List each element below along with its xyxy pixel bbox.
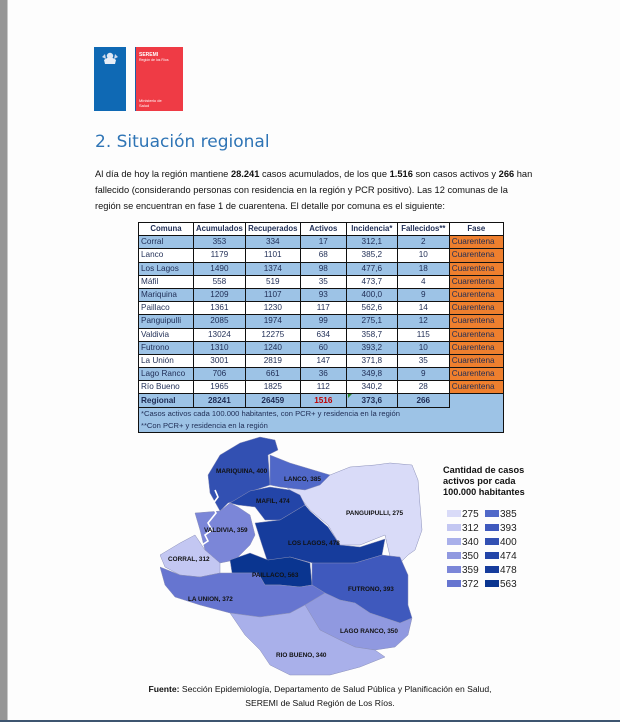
header-fallecidos: Fallecidos**: [397, 223, 449, 236]
table-row: [139, 302, 504, 315]
legend-item: [485, 523, 517, 535]
legend-value: 312: [462, 523, 479, 534]
cell-activos: 68: [300, 249, 346, 262]
legend-value: 350: [462, 551, 479, 562]
table-total-row: [139, 394, 504, 407]
cell-comuna: Panguipulli: [139, 315, 194, 328]
cell-recuperados: 1825: [245, 381, 300, 394]
cell-incidencia: 371,8: [346, 354, 397, 367]
cell-comuna: La Unión: [139, 354, 194, 367]
cell-fase: Cuarentena: [449, 381, 503, 394]
table-row: [139, 275, 504, 288]
legend-title-line3: 100.000 habitantes: [443, 487, 525, 497]
map-label-rio-bueno: RIO BUENO, 340: [276, 652, 327, 659]
legend-item: [485, 551, 517, 563]
cell-activos: 17: [300, 236, 346, 249]
cell-acumulados: 1361: [194, 302, 246, 315]
legend-item: [447, 579, 479, 591]
cell-fallecidos: 9: [397, 288, 449, 301]
logo-ministry-line1: Ministerio de: [139, 98, 162, 103]
cell-fase: Cuarentena: [449, 315, 503, 328]
cell-recuperados: 1374: [245, 262, 300, 275]
legend-title-line2: activos por cada: [443, 476, 516, 486]
cell-activos: 634: [300, 328, 346, 341]
cell-recuperados: 1107: [245, 288, 300, 301]
cell-comuna: Mariquina: [139, 288, 194, 301]
legend-item: [485, 579, 517, 591]
intro-active: 1.516: [389, 169, 413, 179]
cell-fase: Cuarentena: [449, 302, 503, 315]
cell-incidencia: 400,0: [346, 288, 397, 301]
cell-comuna: Corral: [139, 236, 194, 249]
cell-incidencia: 473,7: [346, 275, 397, 288]
cell-comuna: Futrono: [139, 341, 194, 354]
total-acumulados: 28241: [194, 394, 246, 407]
cell-fallecidos: 2: [397, 236, 449, 249]
cell-acumulados: 1179: [194, 249, 246, 262]
section-title: 2. Situación regional: [95, 132, 270, 152]
map-label-mafil: MAFIL, 474: [256, 498, 290, 505]
cell-recuperados: 1101: [245, 249, 300, 262]
legend-value: 474: [500, 551, 517, 562]
total-incidencia-cell: [346, 394, 397, 407]
cell-activos: 98: [300, 262, 346, 275]
map-label-lanco: LANCO, 385: [284, 476, 321, 483]
cell-fase: Cuarentena: [449, 328, 503, 341]
legend-value: 340: [462, 537, 479, 548]
note-incidencia: *Casos activos cada 100.000 habitantes, con PCR+ y residencia en la región: [139, 407, 504, 420]
source-note: [90, 683, 550, 710]
legend-value: 563: [500, 579, 517, 590]
cell-recuperados: 1240: [245, 341, 300, 354]
cell-fallecidos: 4: [397, 275, 449, 288]
cell-fallecidos: 28: [397, 381, 449, 394]
source-line2: SEREMI de Salud Región de Los Ríos.: [245, 697, 395, 708]
legend-swatch: [447, 538, 461, 545]
cell-fase: Cuarentena: [449, 236, 503, 249]
map-label-lago-ranco: LAGO RANCO, 350: [340, 628, 398, 635]
legend-item: [485, 509, 517, 521]
chile-crest-icon: [101, 51, 119, 65]
map-label-mariquina: MARIQUINA, 400: [216, 468, 268, 475]
cell-comuna: Lago Ranco: [139, 368, 194, 381]
cell-activos: 147: [300, 354, 346, 367]
total-comuna: Regional: [139, 394, 194, 407]
header-activos: Activos: [300, 223, 346, 236]
table-note-2: [139, 420, 504, 433]
table-row: [139, 288, 504, 301]
header-incidencia: Incidencia*: [346, 223, 397, 236]
legend-swatch: [485, 538, 499, 545]
map-label-corral: CORRAL, 312: [168, 556, 210, 563]
header-comuna: Comuna: [139, 223, 194, 236]
map-label-valdivia: VALDIVIA, 359: [204, 527, 248, 534]
cell-fase: Cuarentena: [449, 275, 503, 288]
table-row: [139, 354, 504, 367]
total-incidencia: 373,6: [361, 395, 383, 405]
legend-item: [447, 565, 479, 577]
legend-value: 359: [462, 565, 479, 576]
cell-fase: Cuarentena: [449, 354, 503, 367]
table-row: [139, 381, 504, 394]
page-gutter: [0, 0, 7, 722]
cell-fallecidos: 18: [397, 262, 449, 275]
cell-recuperados: 1230: [245, 302, 300, 315]
map-label-panguipulli: PANGUIPULLI, 275: [346, 510, 404, 517]
legend-swatch: [485, 580, 499, 587]
cell-activos: 112: [300, 381, 346, 394]
legend-value: 275: [462, 509, 479, 520]
legend-value: 478: [500, 565, 517, 576]
map-legend-title: [443, 465, 553, 498]
cell-activos: 93: [300, 288, 346, 301]
legend-swatch: [485, 552, 499, 559]
legend-title-line1: Cantidad de casos: [443, 465, 525, 475]
table-row: [139, 236, 504, 249]
source-line1: [90, 683, 550, 697]
cell-incidencia: 393,2: [346, 341, 397, 354]
cell-acumulados: 2085: [194, 315, 246, 328]
cell-fase: Cuarentena: [449, 262, 503, 275]
table-row: [139, 262, 504, 275]
legend-value: 372: [462, 579, 479, 590]
cell-acumulados: 1965: [194, 381, 246, 394]
header-recuperados: Recuperados: [245, 223, 300, 236]
cell-incidencia: 349,8: [346, 368, 397, 381]
seremi-logo: [94, 47, 182, 111]
cell-comuna: Valdivia: [139, 328, 194, 341]
intro-paragraph: [95, 166, 535, 215]
cell-activos: 35: [300, 275, 346, 288]
legend-swatch: [485, 510, 499, 517]
cell-activos: 117: [300, 302, 346, 315]
note-fallecidos: **Con PCR+ y residencia en la región: [139, 420, 504, 433]
table-row: [139, 368, 504, 381]
intro-part2: casos acumulados, de los que: [259, 169, 390, 179]
cell-incidencia: 275,1: [346, 315, 397, 328]
logo-ministry-line2: Salud: [139, 103, 150, 108]
cell-activos: 99: [300, 315, 346, 328]
table-note-1: [139, 407, 504, 420]
cell-comuna: Lanco: [139, 249, 194, 262]
cell-fase: Cuarentena: [449, 368, 503, 381]
table-row: [139, 315, 504, 328]
table-row: [139, 341, 504, 354]
cell-fallecidos: 115: [397, 328, 449, 341]
cell-fallecidos: 10: [397, 249, 449, 262]
cell-incidencia: 358,7: [346, 328, 397, 341]
cell-acumulados: 3001: [194, 354, 246, 367]
table-row: [139, 249, 504, 262]
cell-acumulados: 1209: [194, 288, 246, 301]
table-header-row: [139, 223, 504, 236]
cell-activos: 60: [300, 341, 346, 354]
logo-ministry-text: [139, 98, 162, 108]
cell-incidencia: 312,1: [346, 236, 397, 249]
legend-item: [447, 509, 479, 521]
total-recuperados: 26459: [245, 394, 300, 407]
map-label-la-union: LA UNION, 372: [188, 596, 233, 603]
logo-region-text: Región de los Ríos: [139, 58, 169, 62]
legend-item: [447, 537, 479, 549]
legend-swatch: [447, 566, 461, 573]
cell-acumulados: 13024: [194, 328, 246, 341]
cell-fallecidos: 35: [397, 354, 449, 367]
intro-deaths: 266: [498, 169, 515, 179]
legend-value: 385: [500, 509, 517, 520]
cell-comuna: Los Lagos: [139, 262, 194, 275]
intro-part3: son casos activos y: [412, 169, 499, 179]
legend-item: [447, 523, 479, 535]
logo-blue-block: [94, 47, 126, 111]
map-label-los-lagos: LOS LAGOS, 478: [288, 540, 340, 547]
cell-recuperados: 12275: [245, 328, 300, 341]
legend-value: 400: [500, 537, 517, 548]
cell-acumulados: 353: [194, 236, 246, 249]
cell-acumulados: 1490: [194, 262, 246, 275]
legend-swatch: [447, 524, 461, 531]
cell-incidencia: 562,6: [346, 302, 397, 315]
intro-part4: han fallecido (considerando personas con residencia en la región y PCR positivo). Las 12 comunas de la región se encuentran en fase 1 de cuarentena. El detalle por comuna es el siguiente:: [95, 169, 533, 212]
cell-comuna: Paillaco: [139, 302, 194, 315]
cell-recuperados: 661: [245, 368, 300, 381]
legend-swatch: [485, 566, 499, 573]
legend-swatch: [447, 580, 461, 587]
cell-fallecidos: 14: [397, 302, 449, 315]
cell-fase: Cuarentena: [449, 288, 503, 301]
source-text-line1: Sección Epidemiología, Departamento de Salud Pública y Planificación en Salud,: [179, 684, 492, 694]
cell-acumulados: 1310: [194, 341, 246, 354]
header-fase: Fase: [449, 223, 503, 236]
map-label-futrono: FUTRONO, 393: [348, 586, 394, 593]
table-row: [139, 328, 504, 341]
cell-recuperados: 334: [245, 236, 300, 249]
cell-recuperados: 2819: [245, 354, 300, 367]
total-fallecidos: 266: [397, 394, 449, 407]
cell-acumulados: 558: [194, 275, 246, 288]
logo-seremi-text: SEREMI: [139, 52, 159, 58]
cell-comuna: Máfil: [139, 275, 194, 288]
legend-value: 393: [500, 523, 517, 534]
intro-part1: Al día de hoy la región mantiene: [95, 169, 231, 179]
legend-item: [485, 565, 517, 577]
cell-fallecidos: 9: [397, 368, 449, 381]
cell-comment-marker: [348, 394, 352, 398]
legend-swatch: [447, 552, 461, 559]
legend-swatch: [485, 524, 499, 531]
logo-red-block: [135, 47, 183, 111]
intro-accumulated: 28.241: [230, 169, 260, 179]
cell-incidencia: 385,2: [346, 249, 397, 262]
choropleth-map: [160, 435, 450, 680]
cell-incidencia: 477,6: [346, 262, 397, 275]
legend-swatch: [447, 510, 461, 517]
cell-acumulados: 706: [194, 368, 246, 381]
total-fase-empty: [449, 394, 503, 407]
legend-item: [485, 537, 517, 549]
cell-fase: Cuarentena: [449, 341, 503, 354]
cell-incidencia: 340,2: [346, 381, 397, 394]
header-acumulados: Acumulados: [194, 223, 246, 236]
source-label: Fuente:: [148, 684, 180, 694]
cell-comuna: Río Bueno: [139, 381, 194, 394]
cell-activos: 36: [300, 368, 346, 381]
map-label-paillaco: PAILLACO, 563: [252, 572, 299, 579]
comuna-table: [138, 222, 504, 433]
legend-item: [447, 551, 479, 563]
cell-fallecidos: 12: [397, 315, 449, 328]
page-gutter-edge: [7, 0, 8, 722]
cell-fase: Cuarentena: [449, 249, 503, 262]
total-activos: 1516: [300, 394, 346, 407]
cell-recuperados: 519: [245, 275, 300, 288]
cell-fallecidos: 10: [397, 341, 449, 354]
cell-recuperados: 1974: [245, 315, 300, 328]
